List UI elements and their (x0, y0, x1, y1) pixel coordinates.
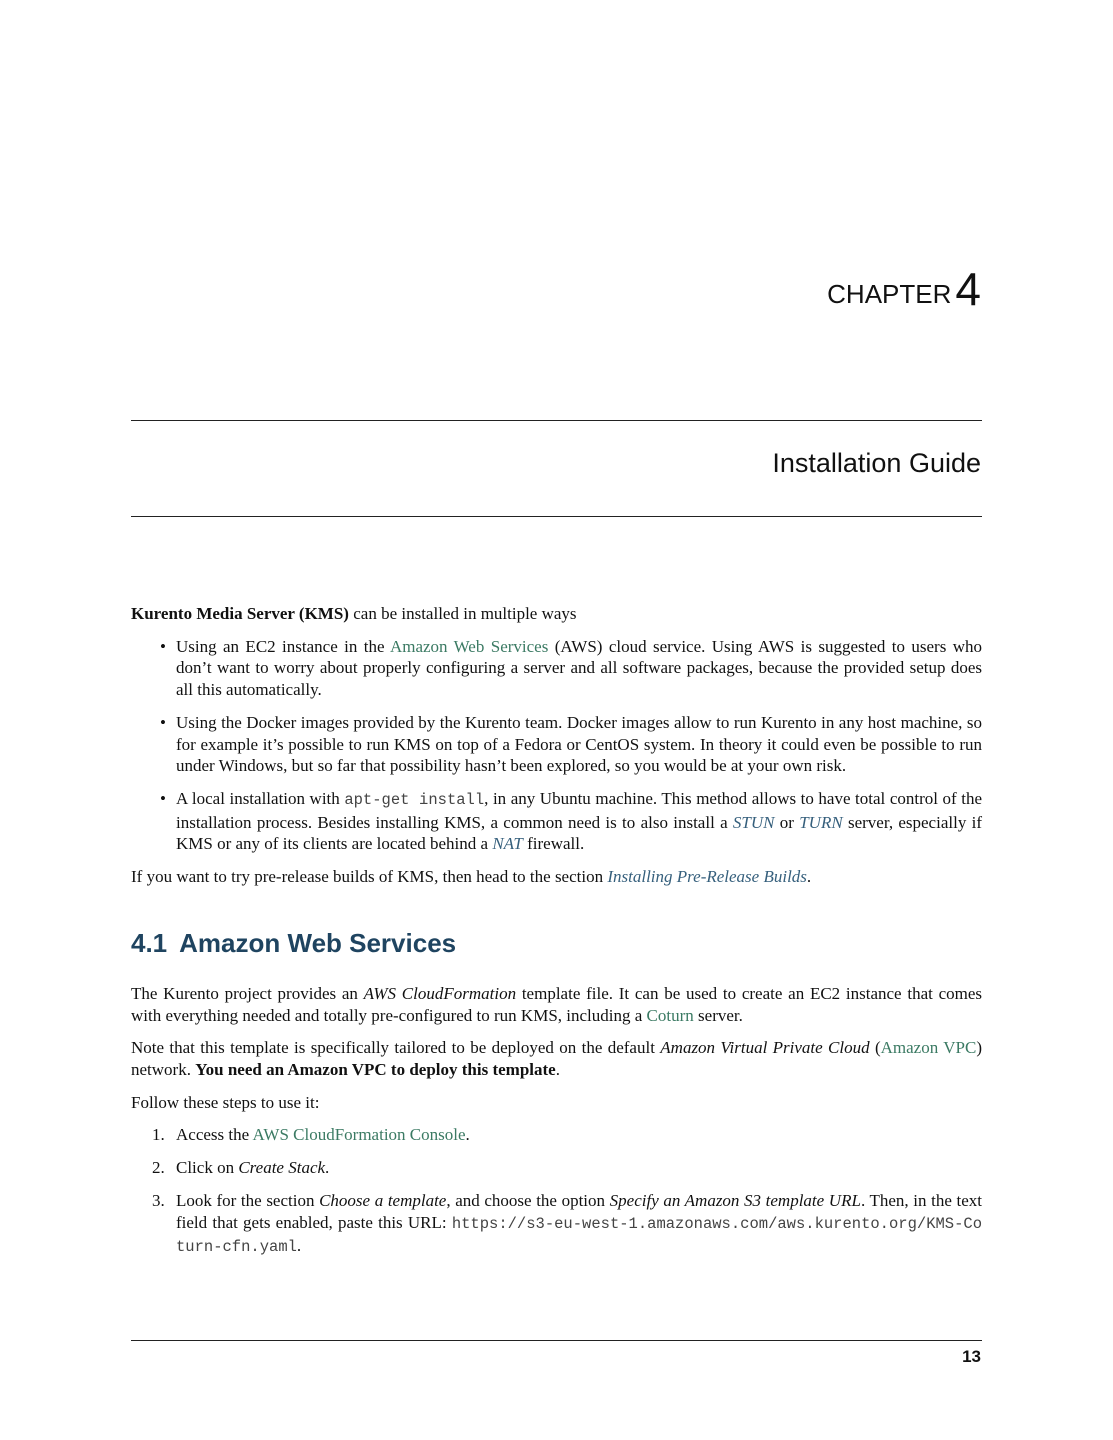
step-text: . Then, in the text field that gets enabled, paste this URL: (176, 1190, 982, 1232)
bullet-text: , in any Ubuntu machine. This method allows to have total control of the installation process. Besides installing KMS, a common need is to also install a (176, 788, 982, 832)
list-item (176, 636, 982, 701)
list-item (152, 1190, 982, 1259)
steps-list (131, 1124, 982, 1259)
step-text: , and choose the option (446, 1190, 610, 1210)
section-title: Amazon Web Services (179, 927, 457, 958)
emphasis: AWS CloudFormation (363, 983, 517, 1003)
emphasis: Choose a template (319, 1190, 447, 1210)
step-number: 3. (152, 1190, 165, 1210)
step-number: 2. (152, 1158, 165, 1178)
prerelease-link[interactable]: Installing Pre-Release Builds (607, 867, 807, 887)
bullet-text: Using an EC2 instance in the (176, 636, 390, 656)
emphasis: Specify an Amazon S3 template URL (609, 1190, 861, 1210)
paragraph-text: Note that this template is specifically tailored to be deployed on the default (131, 1038, 661, 1058)
chapter-number: 4 (955, 263, 981, 315)
chapter-heading (827, 262, 981, 316)
step-text: Click on (176, 1158, 239, 1178)
bullet-text: server, especially if KMS or any of its clients are located behind a (176, 812, 982, 854)
steps-intro: Follow these steps to use it: (131, 1092, 320, 1112)
install-methods-list (131, 636, 982, 855)
intro-bold: Kurento Media Server (KMS) (131, 604, 349, 623)
nat-link[interactable]: NAT (492, 834, 523, 854)
intro-paragraph (131, 603, 982, 625)
aws-link[interactable]: Amazon Web Services (389, 636, 549, 656)
list-item (152, 1124, 982, 1146)
section-heading (131, 928, 982, 959)
template-url: https://s3-eu-west-1.amazonaws.com/aws.kurento.org/KMS-Coturn-cfn.yaml (176, 1214, 982, 1257)
stun-link[interactable]: STUN (732, 812, 775, 832)
vpc-paragraph (131, 1037, 982, 1080)
cloudformation-paragraph (131, 983, 982, 1026)
emphasis: Create Stack (238, 1158, 326, 1178)
footer-rule (131, 1340, 982, 1341)
paragraph-text: ( (869, 1038, 881, 1058)
paragraph-text: ) network. (131, 1038, 982, 1080)
bullet-text: or (774, 812, 800, 832)
step-text: . (465, 1125, 470, 1145)
bullet-text: A local installation with (176, 788, 345, 808)
intro-text: can be installed in multiple ways (348, 604, 577, 623)
list-item (176, 788, 982, 855)
chapter-label: CHAPTER (827, 279, 952, 309)
bullet-text: firewall. (522, 834, 585, 854)
bullet-text: Using the Docker images provided by the Kurento team. Docker images allow to run Kurento in any host machine, so for example it’s possible to run KMS on top of a Fedora or CentOS system. In theory it could even be possible to run under Windows, but so far that possibility hasn’t been explored, so you would be at your own risk. (176, 712, 982, 776)
paragraph-text: . (806, 867, 812, 887)
paragraph-text: . (555, 1060, 560, 1080)
step-number: 1. (152, 1125, 165, 1145)
step-text: Look for the section (176, 1190, 320, 1210)
paragraph-text: server. (693, 1005, 743, 1025)
chapter-title: Installation Guide (772, 448, 981, 478)
cloudformation-console-link[interactable]: AWS CloudFormation Console (252, 1125, 466, 1145)
turn-link[interactable]: TURN (799, 812, 843, 832)
step-text: . (325, 1158, 330, 1178)
amazon-vpc-link[interactable]: Amazon VPC (880, 1038, 977, 1058)
title-rule-bottom (131, 516, 982, 517)
page-content (131, 603, 982, 1270)
list-item (152, 1157, 982, 1179)
coturn-link[interactable]: Coturn (646, 1005, 694, 1025)
emphasis: Amazon Virtual Private Cloud (660, 1038, 870, 1058)
paragraph-text: template file. It can be used to create an EC2 instance that comes with everything needed and totally pre-configured to run KMS, including a (131, 983, 983, 1025)
step-text: . (296, 1236, 302, 1256)
strong-text: You need an Amazon VPC to deploy this template (195, 1060, 556, 1080)
prerelease-paragraph (131, 866, 982, 888)
step-text: Access the (176, 1125, 253, 1145)
inline-code: apt-get install (344, 790, 485, 809)
title-rule-top (131, 420, 982, 421)
bullet-text: (AWS) cloud service. Using AWS is suggested to users who don’t want to worry about properly configuring a server and all software packages, because the provided setup does all this automatically. (176, 636, 982, 700)
page-number: 13 (962, 1347, 981, 1366)
section-number: 4.1 (131, 927, 168, 958)
paragraph-text: The Kurento project provides an (131, 983, 364, 1003)
list-item (176, 712, 982, 777)
paragraph-text: If you want to try pre-release builds of KMS, then head to the section (131, 867, 608, 887)
